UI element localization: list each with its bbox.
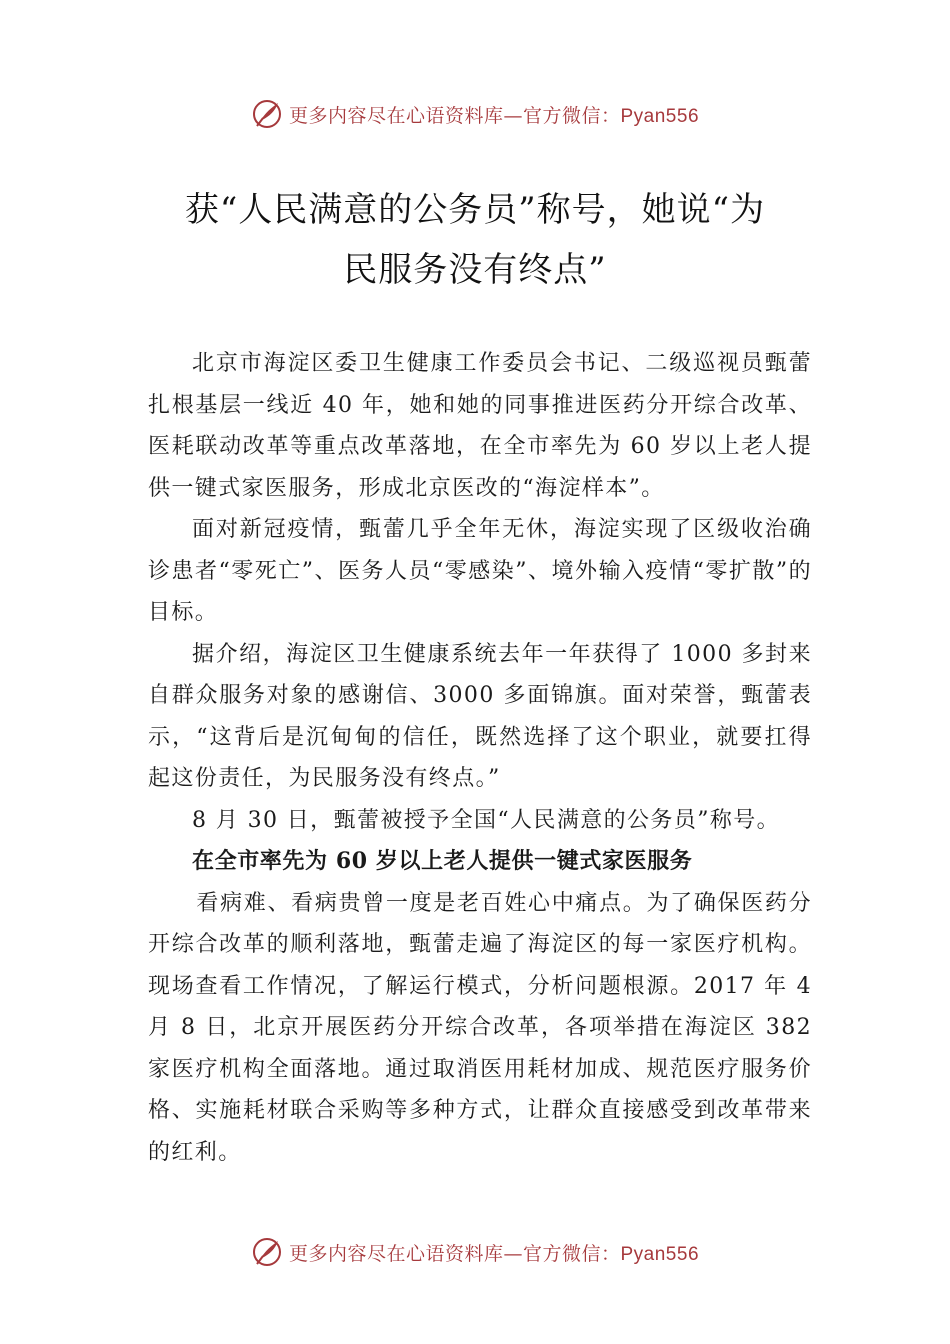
header-watermark-text	[289, 101, 699, 128]
paragraph: 8 月 30 日，甄蕾被授予全国“人民满意的公务员”称号。	[192, 807, 781, 833]
feather-pen-logo-icon	[251, 1236, 283, 1268]
title-line-2: 民服务没有终点”	[343, 250, 607, 290]
wechat-id: Pyan556	[620, 1243, 700, 1265]
article-title	[100, 180, 850, 300]
paragraph: 看病难、看病贵曾一度是老百姓心中痛点。为了确保医药分开综合改革的顺利落地，甄蕾走遍了海淀区的每一家医疗机构。现场查看工作情况，了解运行模式，分析问题根源。2017 年 4 月 8 日，北京开展医药分开综合改革，各项举措在海淀区 382 家医疗机构全面落地。通过取消医用耗材加成、规范医疗服务价格、实施耗材联合采购等多种方式，让群众直接感受到改革带来的红利。	[148, 890, 812, 1165]
paragraph: 北京市海淀区委卫生健康工作委员会书记、二级巡视员甄蕾扎根基层一线近 40 年，她和她的同事推进医药分开综合改革、医耗联动改革等重点改革落地，在全市率先为 60 岁以上老人提供一键式家医服务，形成北京医改的“海淀样本”。	[148, 351, 812, 501]
section-heading: 在全市率先为 60 岁以上老人提供一键式家医服务	[192, 848, 693, 874]
paragraph: 据介绍，海淀区卫生健康系统去年一年获得了 1000 多封来自群众服务对象的感谢信、3000 多面锦旗。面对荣誉，甄蕾表示，“这背后是沉甸甸的信任，既然选择了这个职业，就要扛得起这份责任，为民服务没有终点。”	[148, 641, 812, 791]
title-line-1: 获“人民满意的公务员”称号，她说“为	[184, 190, 766, 230]
article-body	[148, 343, 812, 1173]
paragraph: 面对新冠疫情，甄蕾几乎全年无休，海淀实现了区级收治确诊患者“零死亡”、医务人员“零感染”、境外输入疫情“零扩散”的目标。	[148, 517, 812, 625]
watermark-prefix: 更多内容尽在心语资料库—官方微信：	[288, 1242, 621, 1265]
header-watermark	[0, 92, 950, 136]
footer-watermark	[0, 1230, 950, 1274]
footer-watermark-text	[289, 1239, 699, 1266]
wechat-id: Pyan556	[620, 105, 700, 127]
watermark-prefix: 更多内容尽在心语资料库—官方微信：	[288, 104, 621, 127]
feather-pen-logo-icon	[251, 98, 283, 130]
